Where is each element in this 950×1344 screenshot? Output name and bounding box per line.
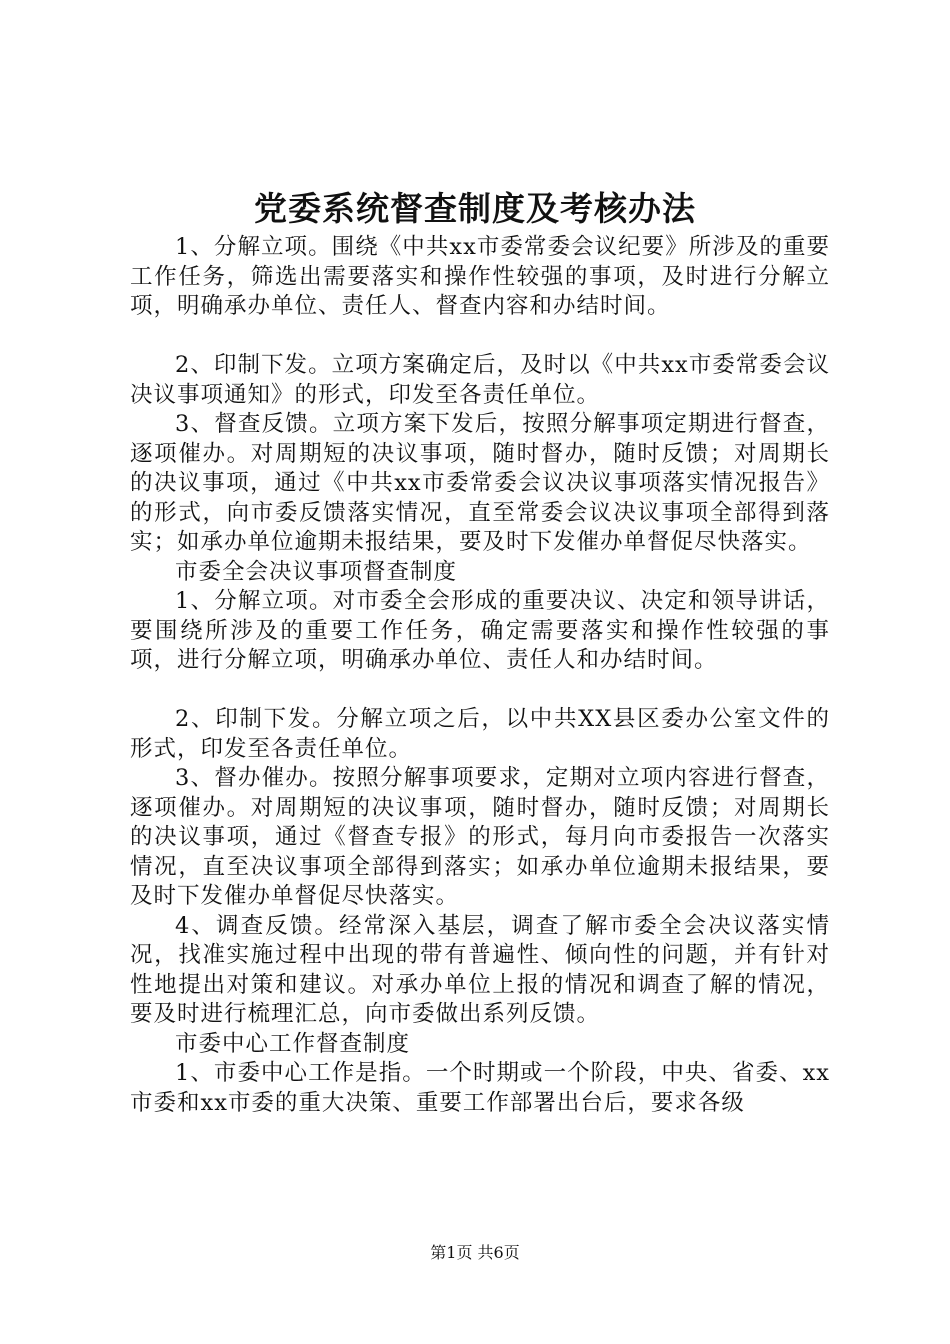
paragraph-2: 2、印制下发。立项方案确定后，及时以《中共xx市委常委会议决议事项通知》的形式，印发至各责任单位。 (130, 352, 830, 408)
paragraph-7: 3、督办催办。按照分解事项要求，定期对立项内容进行督查，逐项催办。对周期短的决议事项，随时督办，随时反馈；对周期长的决议事项，通过《督查专报》的形式，每月向市委报告一次落实情况，直至决议事项全部得到落实；如承办单位逾期未报结果，要及时下发催办单督促尽快落实。 (130, 765, 830, 909)
paragraph-1: 1、分解立项。围绕《中共xx市委常委会议纪要》所涉及的重要工作任务，筛选出需要落实和操作性较强的事项，及时进行分解立项，明确承办单位、责任人、督查内容和办结时间。 (130, 234, 830, 319)
page-footer: 第1页 共6页 (430, 1243, 520, 1262)
paragraph-3: 3、督查反馈。立项方案下发后，按照分解事项定期进行督查，逐项催办。对周期短的决议事项，随时督办，随时反馈；对周期长的决议事项，通过《中共xx市委常委会议决议事项落实情况报告》的形式，向市委反馈落实情况，直至常委会议决议事项全部得到落实；如承办单位逾期未报结果，要及时下发催办单督促尽快落实。 (130, 411, 830, 555)
section-heading-plenary: 市委全会决议事项督查制度 (175, 558, 458, 585)
document-body (130, 233, 830, 1118)
paragraph-6: 2、印制下发。分解立项之后，以中共XX县区委办公室文件的形式，印发至各责任单位。 (130, 706, 830, 762)
paragraph-5: 1、分解立项。对市委全会形成的重要决议、决定和领导讲话，要围绕所涉及的重要工作任务，确定需要落实和操作性较强的事项，进行分解立项，明确承办单位、责任人和办结时间。 (130, 588, 830, 673)
section-heading-central-work: 市委中心工作督查制度 (175, 1030, 411, 1057)
paragraph-10: 1、市委中心工作是指。一个时期或一个阶段，中央、省委、xx市委和xx市委的重大决策、重要工作部署出台后，要求各级 (130, 1060, 830, 1116)
document-title: 党委系统督查制度及考核办法 (254, 189, 696, 228)
paragraph-8: 4、调查反馈。经常深入基层，调查了解市委全会决议落实情况，找准实施过程中出现的带有普遍性、倾向性的问题，并有针对性地提出对策和建议。对承办单位上报的情况和调查了解的情况，要及时进行梳理汇总，向市委做出系列反馈。 (130, 912, 830, 1027)
